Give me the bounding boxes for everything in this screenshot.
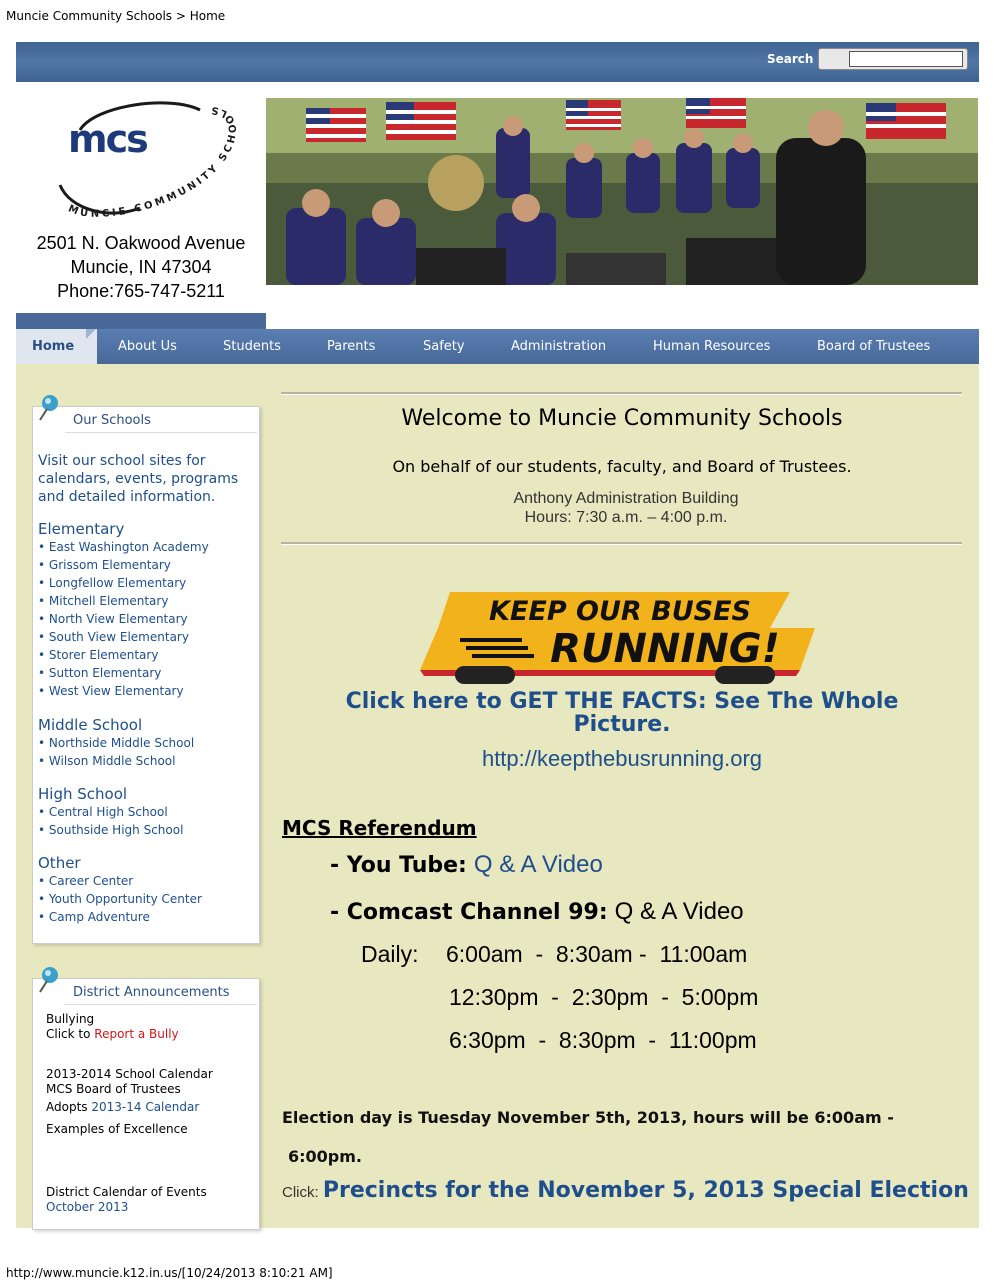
middle-school-list bbox=[38, 734, 194, 770]
bus-line-2: RUNNING! bbox=[550, 626, 780, 672]
nav-tab-strip bbox=[16, 313, 266, 330]
school-link[interactable]: • Camp Adventure bbox=[38, 908, 202, 926]
calendar-heading: 2013-2014 School Calendar bbox=[46, 1067, 213, 1081]
comcast-line bbox=[330, 898, 744, 926]
main-nav bbox=[16, 329, 979, 364]
times-row-1: 6:00am - 8:30am - 11:00am bbox=[446, 941, 748, 967]
search-box bbox=[818, 48, 968, 70]
school-link[interactable]: • North View Elementary bbox=[38, 610, 209, 628]
school-link[interactable]: • Grissom Elementary bbox=[38, 556, 209, 574]
schools-intro: Visit our school sites for calendars, events, programs and detailed information. bbox=[38, 453, 239, 505]
other-list bbox=[38, 872, 202, 926]
bullying-heading: Bullying bbox=[46, 1012, 95, 1026]
election-line-1: Election day is Tuesday November 5th, 2013, hours will be 6:00am - bbox=[282, 1108, 894, 1127]
address-phone: Phone:765-747-5211 bbox=[57, 281, 225, 301]
school-link[interactable]: • East Washington Academy bbox=[38, 538, 209, 556]
school-link[interactable]: • Central High School bbox=[38, 803, 183, 821]
box-divider bbox=[65, 1004, 257, 1005]
school-link[interactable]: • Longfellow Elementary bbox=[38, 574, 209, 592]
school-link[interactable]: • Career Center bbox=[38, 872, 202, 890]
welcome-heading: Welcome to Muncie Community Schools bbox=[401, 406, 843, 431]
mcs-logo[interactable] bbox=[50, 100, 250, 230]
election-notice bbox=[282, 1098, 972, 1176]
calendar-adopts-text: Adopts bbox=[46, 1100, 92, 1114]
school-link[interactable]: • Wilson Middle School bbox=[38, 752, 194, 770]
announcements-title: District Announcements bbox=[73, 985, 230, 1000]
welcome-subtext: On behalf of our students, faculty, and Board of Trustees. bbox=[392, 457, 852, 476]
divider bbox=[281, 542, 962, 545]
times-row-3: 6:30pm - 8:30pm - 11:00pm bbox=[449, 1027, 757, 1053]
bus-line-1: KEEP OUR BUSES bbox=[489, 596, 751, 627]
nav-human-resources[interactable]: Human Resources bbox=[653, 339, 771, 354]
calendar-board-text: MCS Board of Trustees bbox=[46, 1082, 181, 1096]
october-events-link[interactable]: October 2013 bbox=[46, 1200, 129, 1214]
nav-students[interactable]: Students bbox=[223, 339, 281, 354]
events-heading: District Calendar of Events bbox=[46, 1185, 207, 1199]
nav-parents[interactable]: Parents bbox=[327, 339, 376, 354]
school-link[interactable]: • West View Elementary bbox=[38, 682, 209, 700]
address-city: Muncie, IN 47304 bbox=[70, 257, 212, 277]
comcast-video-text: Q & A Video bbox=[614, 898, 744, 925]
category-middle-school: Middle School bbox=[38, 716, 143, 734]
pushpin-icon bbox=[36, 966, 62, 994]
school-link[interactable]: • Storer Elementary bbox=[38, 646, 209, 664]
keep-buses-running-graphic[interactable] bbox=[420, 588, 820, 688]
youtube-video-link[interactable]: Q & A Video bbox=[473, 851, 603, 878]
category-high-school: High School bbox=[38, 785, 128, 803]
nav-administration[interactable]: Administration bbox=[511, 339, 607, 354]
logo-ring-text: MUNCIE COMMUNITY SCHOOLS bbox=[66, 103, 240, 220]
school-link[interactable]: • Northside Middle School bbox=[38, 734, 194, 752]
admin-building: Anthony Administration Building bbox=[513, 490, 739, 507]
elementary-list bbox=[38, 538, 209, 700]
high-school-list bbox=[38, 803, 183, 839]
examples-of-excellence[interactable]: Examples of Excellence bbox=[46, 1122, 188, 1136]
nav-about-us[interactable]: About Us bbox=[118, 339, 177, 354]
school-link[interactable]: • Sutton Elementary bbox=[38, 664, 209, 682]
print-footer: http://www.muncie.k12.in.us/[10/24/2013 8:10:21 AM] bbox=[6, 1266, 333, 1280]
nav-safety[interactable]: Safety bbox=[423, 339, 465, 354]
address-street: 2501 N. Oakwood Avenue bbox=[36, 233, 246, 253]
calendar-link[interactable]: 2013-14 Calendar bbox=[91, 1100, 200, 1114]
nav-board-of-trustees[interactable]: Board of Trustees bbox=[817, 339, 931, 354]
daily-label: Daily: bbox=[361, 941, 419, 967]
print-header: Muncie Community Schools > Home bbox=[6, 9, 226, 23]
youtube-line bbox=[330, 851, 603, 879]
precincts-line bbox=[282, 1180, 972, 1204]
box-divider bbox=[65, 432, 257, 433]
report-bully-link[interactable]: Report a Bully bbox=[94, 1027, 179, 1041]
address-block bbox=[22, 231, 260, 303]
nav-home[interactable]: Home bbox=[16, 329, 97, 364]
youtube-label: - You Tube: bbox=[330, 853, 467, 878]
referendum-title: MCS Referendum bbox=[282, 816, 477, 840]
school-link[interactable]: • Youth Opportunity Center bbox=[38, 890, 202, 908]
search-label: Search bbox=[767, 52, 814, 66]
school-link[interactable]: • Southside High School bbox=[38, 821, 183, 839]
get-the-facts-link[interactable]: Click here to GET THE FACTS: See The Whole Picture. bbox=[345, 689, 899, 737]
search-input[interactable] bbox=[849, 51, 963, 67]
school-link[interactable]: • South View Elementary bbox=[38, 628, 209, 646]
banner-photo bbox=[266, 98, 978, 285]
school-link[interactable]: • Mitchell Elementary bbox=[38, 592, 209, 610]
category-elementary: Elementary bbox=[38, 520, 125, 538]
nav-active-corner bbox=[86, 329, 96, 339]
category-other: Other bbox=[38, 854, 81, 872]
divider bbox=[281, 392, 962, 395]
logo-mark: mcs bbox=[68, 117, 147, 161]
precincts-link[interactable]: Precincts for the November 5, 2013 Special Election bbox=[322, 1178, 969, 1203]
comcast-label: - Comcast Channel 99: bbox=[330, 900, 608, 925]
click-label: Click: bbox=[282, 1184, 323, 1201]
our-schools-title: Our Schools bbox=[73, 413, 151, 428]
bullying-click-text: Click to bbox=[46, 1027, 95, 1041]
times-row-2: 12:30pm - 2:30pm - 5:00pm bbox=[449, 984, 759, 1010]
election-line-2: 6:00pm. bbox=[288, 1147, 362, 1166]
calendar-adopts-line bbox=[46, 1100, 199, 1114]
admin-hours: Hours: 7:30 a.m. – 4:00 p.m. bbox=[524, 509, 728, 526]
bullying-line bbox=[46, 1027, 179, 1041]
keepthebusrunning-url[interactable]: http://keepthebusrunning.org bbox=[481, 746, 763, 771]
pushpin-icon bbox=[36, 394, 62, 422]
admin-info bbox=[282, 489, 970, 527]
